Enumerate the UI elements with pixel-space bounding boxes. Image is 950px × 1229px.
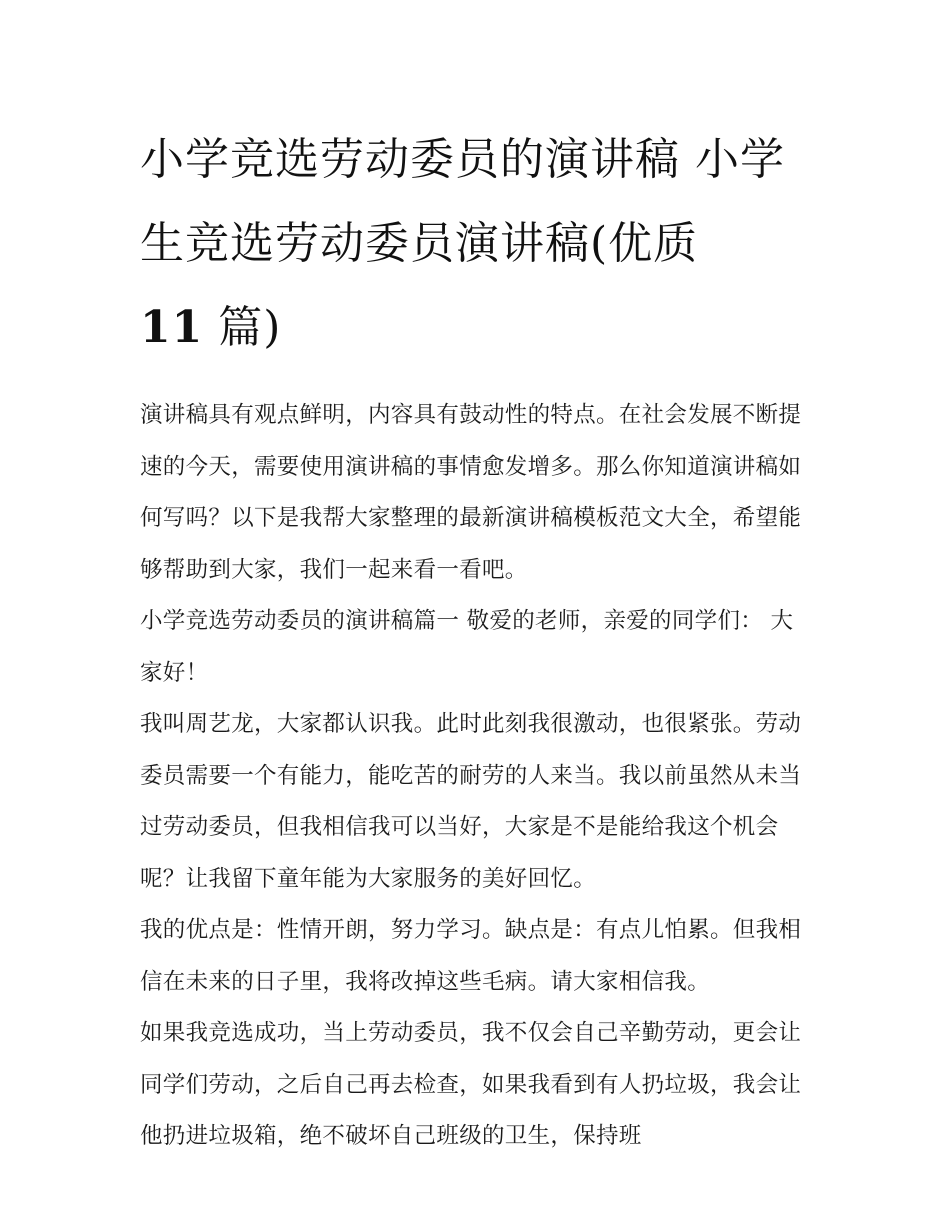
body-paragraph: 我的优点是：性情开朗，努力学习。缺点是：有点儿怕累。但我相信在未来的日子里，我将改掉这些毛病。请大家相信我。 [140, 917, 802, 995]
speech-heading-paragraph: 小学竞选劳动委员的演讲稿篇一 敬爱的老师，亲爱的同学们： 大家好！ [140, 608, 794, 686]
title-count: 11 [140, 302, 204, 353]
title-text: 小学竞选劳动委员的演讲稿 小学生竞选劳动委员演讲稿(优质 [140, 134, 785, 269]
document-body [140, 390, 812, 1163]
body-paragraph: 我叫周艺龙，大家都认识我。此时此刻我很激动，也很紧张。劳动委员需要一个有能力，能吃苦的耐劳的人来当。我以前虽然从未当过劳动委员，但我相信我可以当好，大家是不是能给我这个机会呢？让我留下童年能为大家服务的美好回忆。 [140, 711, 802, 892]
document-page [140, 118, 812, 1163]
title-suffix: 篇) [203, 302, 282, 353]
intro-paragraph: 演讲稿具有观点鲜明，内容具有鼓动性的特点。在社会发展不断提速的今天，需要使用演讲稿的事情愈发增多。那么你知道演讲稿如何写吗？以下是我帮大家整理的最新演讲稿模板范文大全，希望能够帮助到大家，我们一起来看一看吧。 [140, 402, 802, 583]
document-title [140, 118, 812, 370]
body-paragraph: 如果我竞选成功，当上劳动委员，我不仅会自己辛勤劳动，更会让同学们劳动，之后自己再去检查，如果我看到有人扔垃圾，我会让他扔进垃圾箱，绝不破坏自己班级的卫生，保持班 [140, 1020, 802, 1149]
